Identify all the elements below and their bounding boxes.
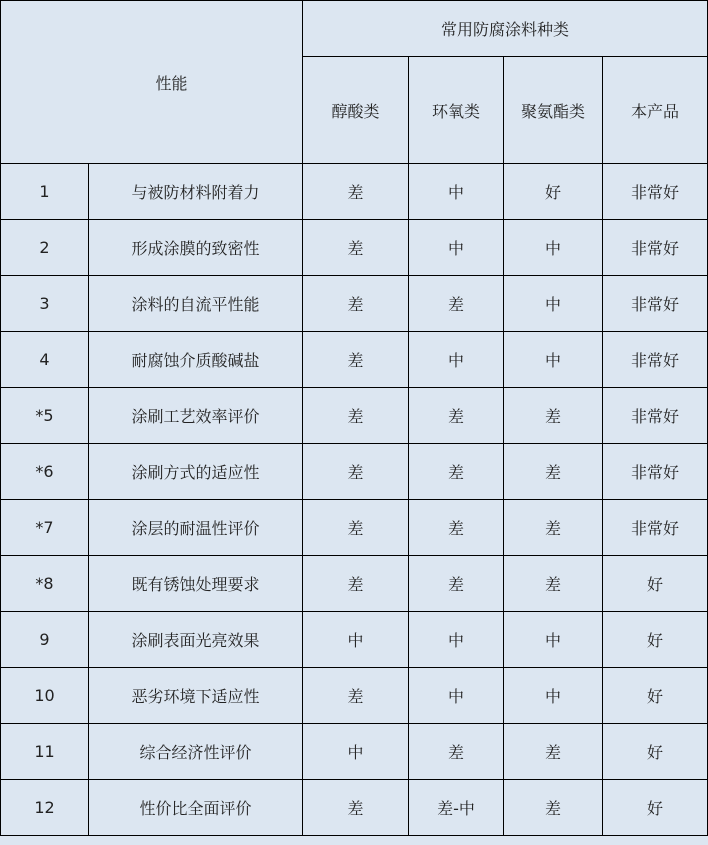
table-row [1, 332, 708, 388]
table-row [1, 164, 708, 220]
row-value: 中 [303, 724, 409, 780]
table-row [1, 276, 708, 332]
row-property: 耐腐蚀介质酸碱盐 [89, 332, 303, 388]
row-value: 非常好 [603, 444, 708, 500]
row-value: 非常好 [603, 220, 708, 276]
row-value: 非常好 [603, 332, 708, 388]
row-value: 中 [303, 612, 409, 668]
row-value: 差-中 [409, 780, 504, 836]
row-value: 差 [504, 444, 603, 500]
row-value: 非常好 [603, 276, 708, 332]
row-number: 3 [1, 276, 89, 332]
table-row [1, 500, 708, 556]
row-value: 差 [504, 724, 603, 780]
table-row [1, 388, 708, 444]
row-property: 与被防材料附着力 [89, 164, 303, 220]
row-number: *8 [1, 556, 89, 612]
row-property: 涂刷工艺效率评价 [89, 388, 303, 444]
row-property: 形成涂膜的致密性 [89, 220, 303, 276]
row-value: 差 [303, 500, 409, 556]
row-value: 差 [409, 500, 504, 556]
row-value: 中 [409, 668, 504, 724]
row-number: *5 [1, 388, 89, 444]
coating-types-header: 常用防腐涂料种类 [303, 1, 708, 57]
row-value: 好 [603, 612, 708, 668]
row-value: 差 [303, 444, 409, 500]
table-row [1, 668, 708, 724]
row-value: 差 [409, 388, 504, 444]
row-value: 差 [303, 332, 409, 388]
row-value: 差 [409, 444, 504, 500]
row-value: 非常好 [603, 388, 708, 444]
row-property: 涂层的耐温性评价 [89, 500, 303, 556]
row-number: *6 [1, 444, 89, 500]
row-number: 2 [1, 220, 89, 276]
row-value: 差 [303, 164, 409, 220]
row-value: 好 [603, 724, 708, 780]
row-number: 11 [1, 724, 89, 780]
row-value: 差 [303, 556, 409, 612]
row-property: 涂料的自流平性能 [89, 276, 303, 332]
row-value: 中 [504, 332, 603, 388]
row-value: 中 [504, 668, 603, 724]
column-header-this-product: 本产品 [603, 57, 708, 164]
row-property: 涂刷表面光亮效果 [89, 612, 303, 668]
row-value: 中 [504, 276, 603, 332]
column-header-alkyd: 醇酸类 [303, 57, 409, 164]
row-value: 好 [603, 556, 708, 612]
row-property: 性价比全面评价 [89, 780, 303, 836]
row-value: 差 [409, 556, 504, 612]
row-property: 恶劣环境下适应性 [89, 668, 303, 724]
row-value: 好 [504, 164, 603, 220]
row-property: 涂刷方式的适应性 [89, 444, 303, 500]
property-header: 性能 [1, 1, 303, 164]
row-value: 差 [409, 276, 504, 332]
row-number: 12 [1, 780, 89, 836]
row-property: 综合经济性评价 [89, 724, 303, 780]
row-value: 中 [504, 612, 603, 668]
table-row [1, 612, 708, 668]
table-row [1, 724, 708, 780]
row-value: 好 [603, 668, 708, 724]
table-row [1, 780, 708, 836]
table-row [1, 556, 708, 612]
column-header-epoxy: 环氧类 [409, 57, 504, 164]
row-value: 差 [303, 780, 409, 836]
row-value: 中 [409, 220, 504, 276]
row-value: 中 [409, 612, 504, 668]
row-value: 中 [409, 332, 504, 388]
row-value: 差 [504, 556, 603, 612]
row-value: 差 [504, 780, 603, 836]
row-value: 差 [303, 668, 409, 724]
row-value: 中 [504, 220, 603, 276]
row-value: 差 [504, 500, 603, 556]
row-number: 9 [1, 612, 89, 668]
row-number: 4 [1, 332, 89, 388]
row-property: 既有锈蚀处理要求 [89, 556, 303, 612]
row-value: 中 [409, 164, 504, 220]
row-value: 差 [303, 388, 409, 444]
row-number: *7 [1, 500, 89, 556]
row-value: 好 [603, 780, 708, 836]
column-header-polyurethane: 聚氨酯类 [504, 57, 603, 164]
row-value: 差 [303, 220, 409, 276]
row-number: 1 [1, 164, 89, 220]
header-row-top [1, 1, 708, 57]
row-value: 非常好 [603, 500, 708, 556]
row-value: 差 [303, 276, 409, 332]
row-number: 10 [1, 668, 89, 724]
row-value: 差 [409, 724, 504, 780]
table-row [1, 220, 708, 276]
row-value: 非常好 [603, 164, 708, 220]
row-value: 差 [504, 388, 603, 444]
table-row [1, 444, 708, 500]
